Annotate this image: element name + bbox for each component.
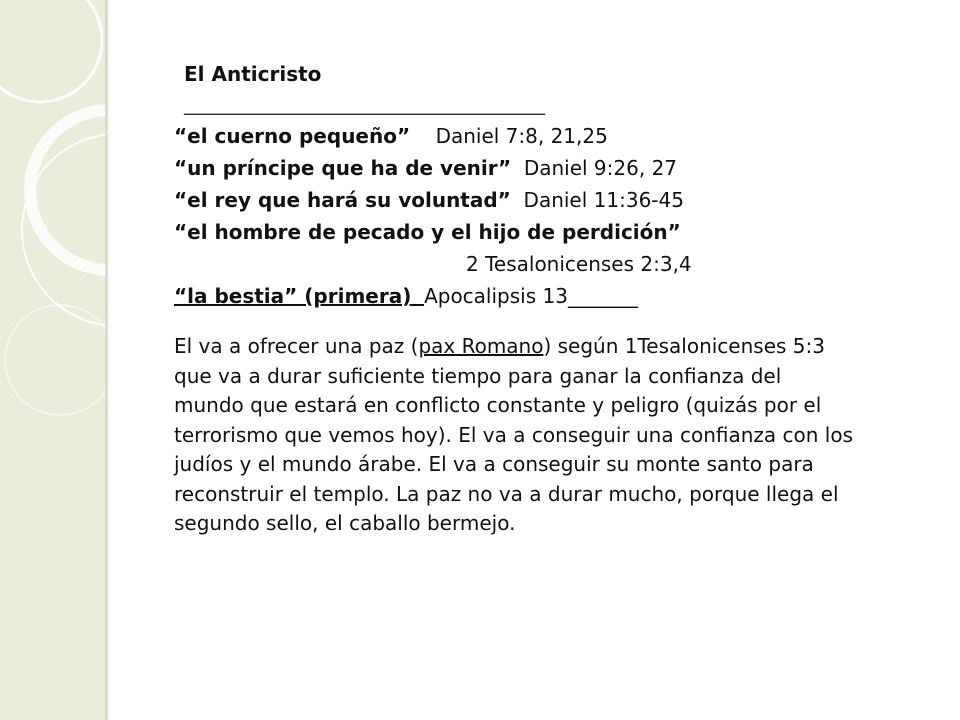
- ref-line-6: [174, 280, 874, 312]
- ref-quote: “el hombre de pecado y el hijo de perdición”: [174, 220, 681, 244]
- pax-romano-link: pax Romano: [418, 334, 544, 358]
- ref-quote: “el rey que hará su voluntad”: [174, 188, 511, 212]
- title-rule: ________________________________________: [184, 91, 544, 115]
- ref-line-2: [174, 152, 874, 184]
- ref-line-1: [174, 120, 874, 152]
- sidebar-edge: [105, 0, 108, 720]
- body-paragraph: [174, 332, 854, 539]
- ref-line-3: [174, 184, 874, 216]
- ref-citation: Daniel 9:26, 27: [523, 156, 678, 180]
- ref-citation: 2 Tesalonicenses 2:3,4: [466, 252, 692, 276]
- ref-citation: Daniel 7:8, 21,25: [435, 124, 608, 148]
- ref-quote: “el cuerno pequeño”: [174, 124, 411, 148]
- slide-title: El Anticristo: [184, 62, 322, 86]
- ref-quote: “la bestia” (primera): [174, 284, 412, 308]
- paragraph-text-before: El va a ofrecer una paz (: [174, 334, 419, 358]
- ref-citation: Apocalipsis 13_______: [424, 284, 638, 308]
- ref-citation: Daniel 11:36-45: [523, 188, 684, 212]
- paragraph-text-after: ) según 1Tesalonicenses 5:3 que va a durar suficiente tiempo para ganar la confianza del mundo que estará en conflicto constante y peligro (quizás por el terrorismo que vemos hoy). El va a conseguir una confianza con los judíos y el mundo árabe. El va a conseguir su monte santo para reconstruir el templo. La paz no va a durar mucho, porque llega el segundo sello, el caballo bermejo.: [174, 334, 853, 535]
- decorative-circles: [0, 0, 108, 720]
- ref-quote: “un príncipe que ha de venir”: [174, 156, 512, 180]
- decorative-sidebar: [0, 0, 108, 720]
- spacer: [174, 312, 874, 332]
- ref-line-5: [174, 248, 874, 280]
- ref-line-4: [174, 216, 874, 248]
- slide-content: [174, 58, 874, 539]
